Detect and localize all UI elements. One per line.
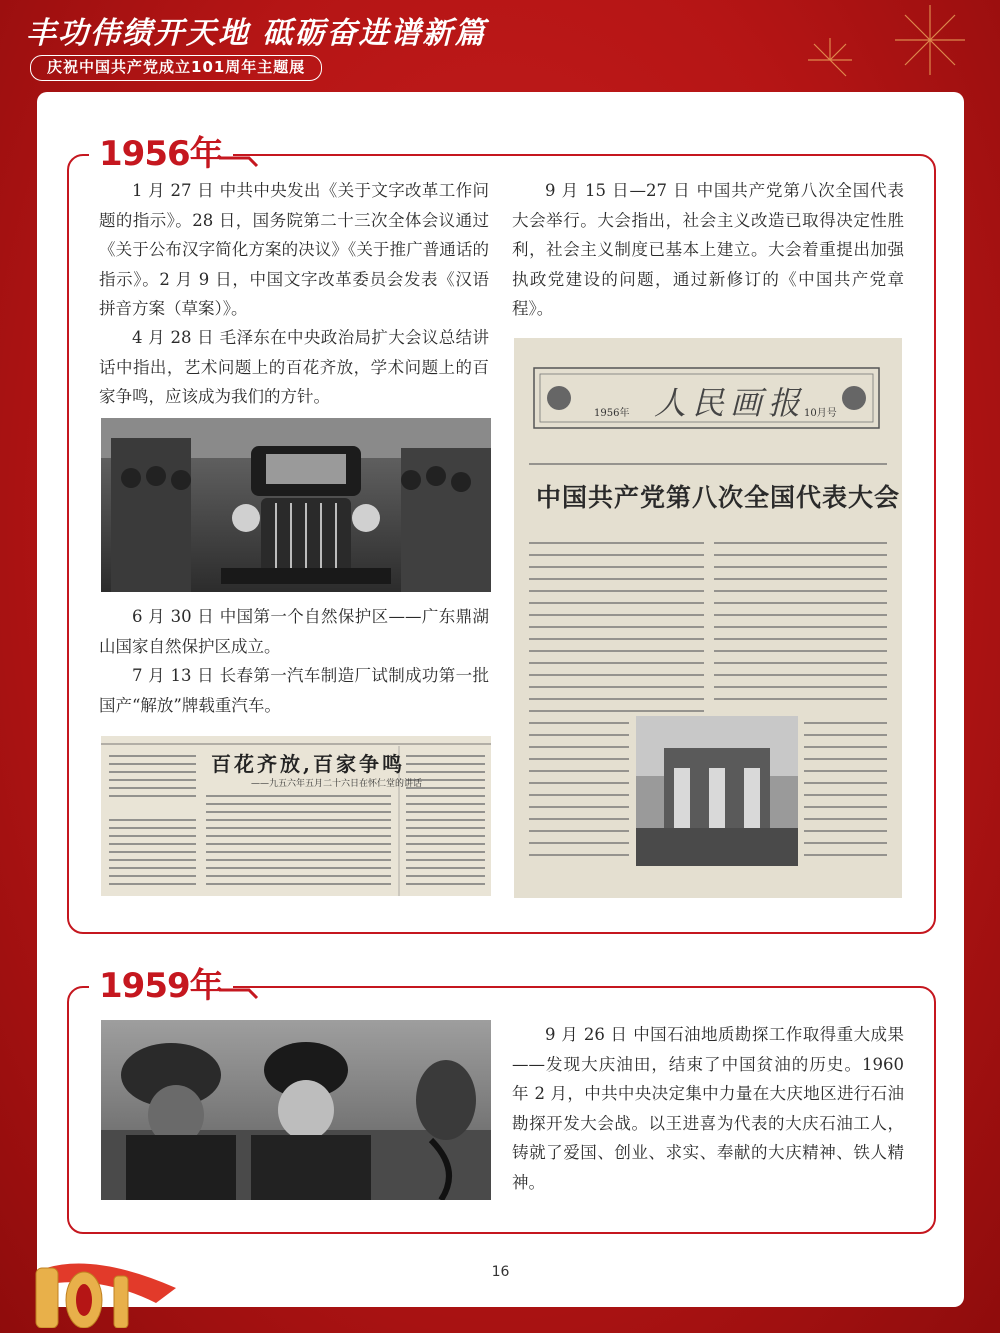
huabao-masthead-year: 1956年 <box>594 408 630 419</box>
page-number: 16 <box>491 1264 510 1280</box>
paragraph-jan-27: 1 月 27 日 中共中央发出《关于文字改革工作问题的指示》。28 日，国务院第二十三次全体会议通过《关于公布汉字简化方案的决议》《关于推广普通话的指示》。2 月 9 日，中国文字改革委员会发表《汉语拼音方案（草案）》。 <box>99 181 489 318</box>
101-anniversary-logo <box>6 1238 196 1328</box>
firework-icon <box>790 0 990 90</box>
jiefang-truck-photo <box>101 418 491 592</box>
header-subtitle: 庆祝中国共产党成立101周年主题展 <box>30 55 322 81</box>
header-title: 丰功伟绩开天地 砥砺奋进谱新篇 <box>26 16 487 51</box>
year-heading: 1956年 <box>89 132 233 176</box>
newspaper-baihua-subheadline: ——九五六年五月二十六日在怀仁堂的讲话 <box>251 779 423 789</box>
huabao-masthead-issue: 10月号 <box>804 408 837 419</box>
section-1959 <box>67 966 936 1234</box>
daqing-oil-workers-photo <box>101 1020 491 1200</box>
paragraph-apr-28: 4 月 28 日 毛泽东在中央政治局扩大会议总结讲话中指出，艺术问题上的百花齐放，学术问题上的百家争鸣，应该成为我们的方针。 <box>99 328 489 406</box>
huabao-masthead: 人民画报 <box>654 384 807 422</box>
year-underline-decoration <box>219 986 259 1006</box>
newspaper-baihua-photo <box>101 736 491 896</box>
year-underline-decoration <box>219 154 259 174</box>
newspaper-baihua-headline: 百花齐放,百家争鸣 <box>211 752 405 776</box>
paragraph-jul-13: 7 月 13 日 长春第一汽车制造厂试制成功第一批国产“解放”牌载重汽车。 <box>99 666 489 715</box>
year-heading: 1959年 <box>89 964 233 1008</box>
huabao-headline: 中国共产党第八次全国代表大会 <box>536 483 901 512</box>
paragraph-sep-26: 9 月 26 日 中国石油地质勘探工作取得重大成果——发现大庆油田，结束了中国贫油的历史。1960 年 2 月，中共中央决定集中力量在大庆地区进行石油勘探开发大会战。以王进喜为代表的大庆石油工人，铸就了爱国、创业、求实、奉献的大庆精神、铁人精神。 <box>512 1025 904 1192</box>
section-1956 <box>67 134 936 934</box>
paragraph-sep-15: 9 月 15 日—27 日 中国共产党第八次全国代表大会举行。大会指出，社会主义改造已取得决定性胜利，社会主义制度已基本上建立。大会着重提出加强执政党建设的问题，通过新修订的《中国共产党章程》。 <box>512 181 904 318</box>
content-card <box>37 92 964 1307</box>
newspaper-renmin-huabao-photo <box>514 338 902 898</box>
paragraph-jun-30: 6 月 30 日 中国第一个自然保护区——广东鼎湖山国家自然保护区成立。 <box>99 607 489 656</box>
